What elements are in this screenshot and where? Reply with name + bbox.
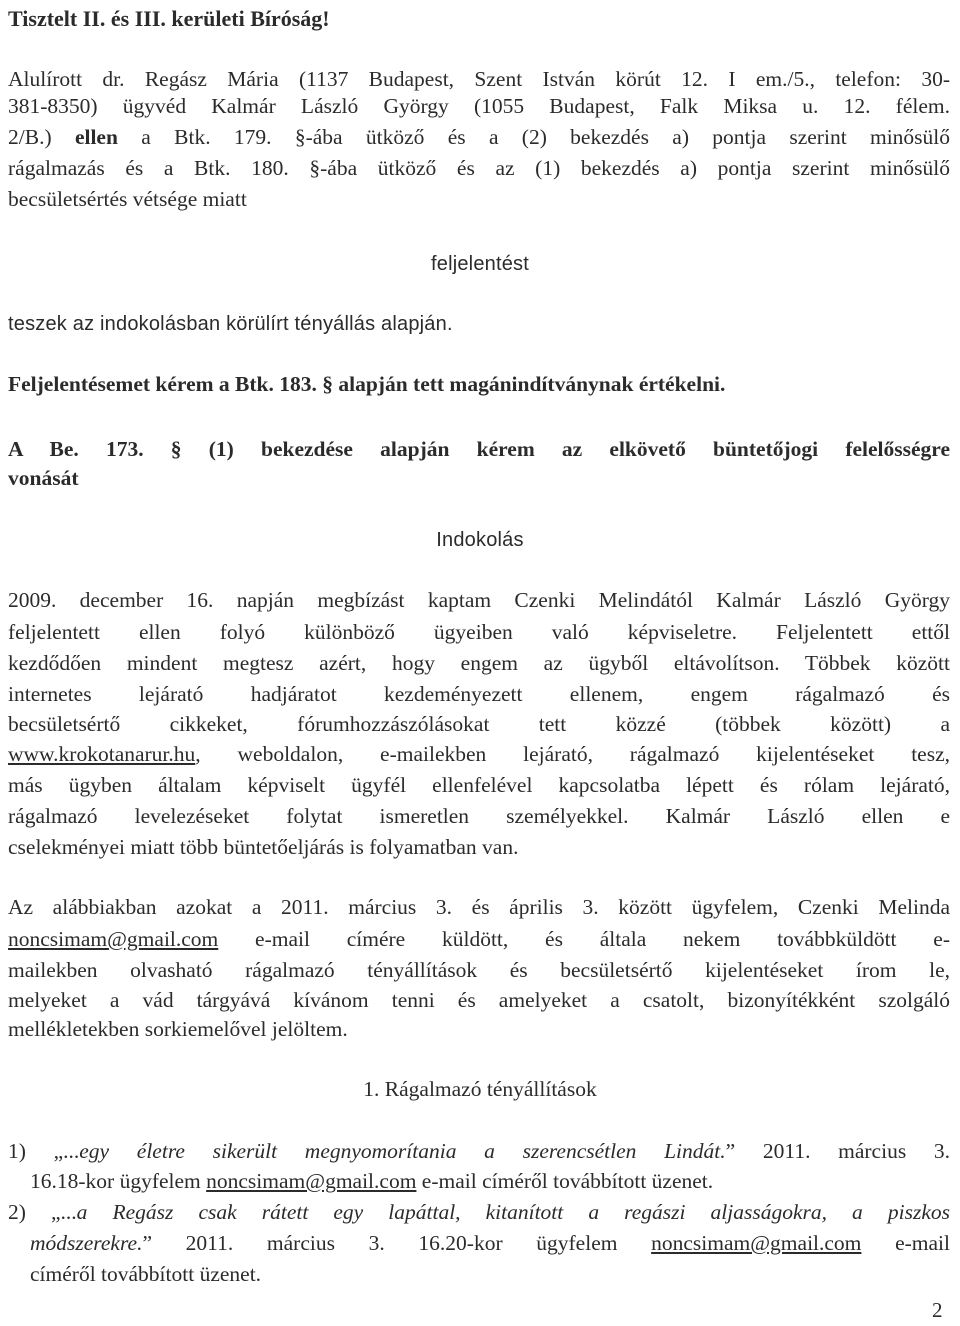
reasoning-line-7: más ügyben általam képviselt ügyfél ellenfelével kapcsolatba lépett és rólam lejárató, bbox=[8, 773, 950, 797]
email-link[interactable]: noncsimam@gmail.com bbox=[206, 1169, 417, 1193]
complaint-title: feljelentést bbox=[430, 253, 529, 275]
intro-line-2: 381-8350) ügyvéd Kalmár László György (1055 Budapest, Falk Miksa u. 12. félem. bbox=[8, 94, 950, 118]
email-link[interactable]: noncsimam@gmail.com bbox=[651, 1231, 862, 1255]
para2-line-5: mellékletekben sorkiemelővel jelöltem. bbox=[8, 1017, 348, 1041]
request-private-motion: Feljelentésemet kérem a Btk. 183. § alapján tett magánindítványnak értékelni. bbox=[8, 372, 726, 396]
intro-line-5: becsületsértés vétsége miatt bbox=[8, 187, 247, 211]
para2-line-4: melyeket a vád tárgyává kívánom tenni és amelyeket a csatolt, bizonyítékként szolgáló bbox=[8, 988, 950, 1012]
reasoning-line-8: rágalmazó levelezéseket folytat ismeretlen személyekkel. Kalmár László ellen e bbox=[8, 804, 950, 828]
court-address: Tisztelt II. és III. kerületi Bíróság! bbox=[8, 6, 330, 31]
reasoning-title: Indokolás bbox=[436, 529, 524, 551]
reasoning-line-4: internetes lejárató hadjáratot kezdeményezett ellenem, engem rágalmazó és bbox=[8, 682, 950, 706]
reasoning-line-3: kezdődően mindent megtesz azért, hogy engem az ügyből eltávolítson. Többek között bbox=[8, 651, 950, 675]
request-liability-line-1: A Be. 173. § (1) bekezdése alapján kérem az elkövető büntetőjogi felelősségre bbox=[8, 437, 950, 461]
para2-line-2: noncsimam@gmail.com e-mail címére küldött, és általa nekem továbbküldött e- bbox=[8, 927, 950, 951]
reasoning-line-1: 2009. december 16. napján megbízást kaptam Czenki Melindától Kalmár László György bbox=[8, 588, 950, 612]
para2-line-3: mailekben olvasható rágalmazó tényállítások és becsületsértő kijelentéseket írom le, bbox=[8, 958, 950, 982]
intro-line-1: Alulírott dr. Regász Mária (1137 Budapest, Szent István körút 12. I em./5., telefon: 30- bbox=[8, 67, 950, 91]
email-link[interactable]: noncsimam@gmail.com bbox=[8, 927, 219, 951]
item-2-line-2: módszerekre.” 2011. március 3. 16.20-kor ügyfelem noncsimam@gmail.com e-mail bbox=[30, 1231, 950, 1255]
reasoning-line-6: www.krokotanarur.hu, weboldalon, e-mailekben lejárató, rágalmazó kijelentéseket tesz, bbox=[8, 742, 950, 766]
basis-line: teszek az indokolásban körülírt tényállás alapján. bbox=[8, 313, 453, 335]
item-2-line-3: címéről továbbított üzenet. bbox=[30, 1262, 262, 1286]
item-1-line-1: 1) „...egy életre sikerült megnyomorítania a szerencsétlen Lindát.” 2011. március 3. bbox=[8, 1139, 950, 1163]
request-liability-line-2: vonását bbox=[8, 466, 79, 490]
reasoning-line-9: cselekményei miatt több büntetőeljárás is folyamatban van. bbox=[8, 835, 519, 859]
intro-line-4: rágalmazás és a Btk. 180. §-ába ütköző és az (1) bekezdés a) pontja szerint minősülő bbox=[8, 156, 950, 180]
section-1-title: 1. Rágalmazó tényállítások bbox=[363, 1077, 597, 1101]
item-2-line-1: 2) „...a Regász csak rátett egy lapáttal, kitanított a regászi aljasságokra, a piszkos bbox=[8, 1200, 950, 1224]
reasoning-line-2: feljelentett ellen folyó különböző ügyeiben való képviseletre. Feljelentett ettől bbox=[8, 620, 950, 644]
item-1-line-2: 16.18-kor ügyfelem noncsimam@gmail.com e-mail címéről továbbított üzenet. bbox=[30, 1169, 714, 1193]
reasoning-line-5: becsületsértő cikkeket, fórumhozzászólásokat tett közzé (többek között) a bbox=[8, 712, 950, 736]
para2-line-1: Az alábbiakban azokat a 2011. március 3. és április 3. között ügyfelem, Czenki Melinda bbox=[8, 895, 950, 919]
intro-line-3: 2/B.) ellen a Btk. 179. §-ába ütköző és a (2) bekezdés a) pontja szerint minősülő bbox=[8, 125, 951, 149]
website-link[interactable]: www.krokotanarur.hu bbox=[8, 742, 196, 766]
page-number: 2 bbox=[932, 1298, 943, 1322]
